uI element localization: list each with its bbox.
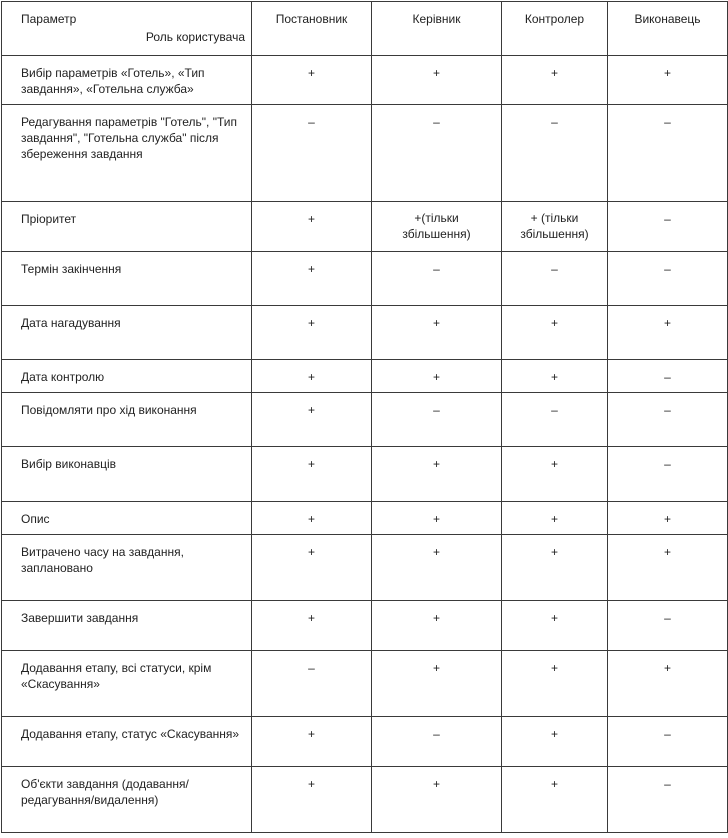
- permission-cell: +: [252, 56, 372, 105]
- permission-cell: +: [372, 306, 502, 360]
- param-cell: Дата контролю: [2, 360, 252, 393]
- permission-cell: +: [252, 252, 372, 306]
- permission-cell: –: [502, 252, 608, 306]
- permission-cell: +: [252, 306, 372, 360]
- permission-cell: –: [608, 447, 728, 502]
- permission-cell: +: [502, 651, 608, 717]
- permission-cell: +: [372, 360, 502, 393]
- table-row: [2, 601, 728, 651]
- permission-cell: +: [608, 56, 728, 105]
- param-cell: Термін закінчення: [2, 252, 252, 306]
- param-cell: Вибір параметрів «Готель», «Тип завдання», «Готельна служба»: [2, 56, 252, 105]
- permission-cell: [372, 202, 502, 252]
- permission-cell: +: [502, 306, 608, 360]
- table-row: [2, 535, 728, 601]
- permission-cell: +: [252, 601, 372, 651]
- permission-cell: +: [372, 767, 502, 833]
- permission-cell: +: [372, 447, 502, 502]
- table-row: [2, 651, 728, 717]
- param-cell: Пріоритет: [2, 202, 252, 252]
- table-row: [2, 360, 728, 393]
- permission-cell: +: [502, 717, 608, 767]
- role-header-kerivnyk: Керівник: [372, 2, 502, 56]
- table-row: [2, 306, 728, 360]
- permission-cell: +: [608, 306, 728, 360]
- permission-cell: –: [372, 252, 502, 306]
- param-cell: Редагування параметрів "Готель", "Тип завдання", "Готельна служба" після збереження завдання: [2, 105, 252, 202]
- param-cell: Вибір виконавців: [2, 447, 252, 502]
- permission-cell: +: [252, 393, 372, 447]
- permission-cell: –: [608, 717, 728, 767]
- permission-cell: +: [608, 535, 728, 601]
- permission-cell: +: [502, 767, 608, 833]
- permission-cell: +: [252, 502, 372, 535]
- permission-cell: +: [252, 767, 372, 833]
- permission-cell: –: [608, 360, 728, 393]
- param-column-label: Параметр: [21, 12, 77, 26]
- corner-header-cell: [2, 2, 252, 56]
- table-row: [2, 252, 728, 306]
- table-row: [2, 56, 728, 105]
- permission-cell: +: [502, 56, 608, 105]
- table-row: [2, 447, 728, 502]
- permission-cell: +: [252, 360, 372, 393]
- permission-cell: +: [372, 535, 502, 601]
- permission-cell: +: [502, 447, 608, 502]
- permission-cell: –: [372, 393, 502, 447]
- permission-cell: –: [608, 105, 728, 202]
- permission-cell: –: [608, 202, 728, 252]
- permission-cell: –: [252, 651, 372, 717]
- table-row: [2, 202, 728, 252]
- permission-cell: +: [502, 360, 608, 393]
- permission-cell: +: [502, 502, 608, 535]
- permission-cell: –: [608, 767, 728, 833]
- permissions-table: [1, 1, 728, 833]
- permission-cell: –: [252, 105, 372, 202]
- role-header-vykonavets: Виконавець: [608, 2, 728, 56]
- param-cell: Витрачено часу на завдання, заплановано: [2, 535, 252, 601]
- table-row: [2, 393, 728, 447]
- permission-note: +(тільки збільшення): [402, 211, 471, 241]
- table-row: [2, 717, 728, 767]
- permission-cell: +: [372, 651, 502, 717]
- role-header-postanovnyk: Постановник: [252, 2, 372, 56]
- table-row: [2, 105, 728, 202]
- permission-cell: +: [608, 502, 728, 535]
- param-cell: Додавання етапу, всі статуси, крім «Скасування»: [2, 651, 252, 717]
- permission-cell: +: [252, 447, 372, 502]
- permission-cell: –: [372, 105, 502, 202]
- permission-cell: [502, 202, 608, 252]
- table-row: [2, 502, 728, 535]
- permission-cell: –: [608, 393, 728, 447]
- param-cell: Опис: [2, 502, 252, 535]
- param-cell: Завершити завдання: [2, 601, 252, 651]
- permission-cell: +: [252, 535, 372, 601]
- permission-cell: +: [502, 535, 608, 601]
- permission-cell: +: [608, 651, 728, 717]
- table-row: [2, 767, 728, 833]
- permission-cell: –: [608, 601, 728, 651]
- header-row: [2, 2, 728, 56]
- permission-cell: +: [502, 601, 608, 651]
- param-cell: Додавання етапу, статус «Скасування»: [2, 717, 252, 767]
- param-cell: Повідомляти про хід виконання: [2, 393, 252, 447]
- permission-cell: +: [372, 502, 502, 535]
- permission-cell: +: [372, 601, 502, 651]
- role-header-kontroler: Контролер: [502, 2, 608, 56]
- permission-cell: –: [608, 252, 728, 306]
- permission-cell: +: [252, 202, 372, 252]
- permission-note: + (тільки збільшення): [520, 211, 589, 241]
- role-axis-label: Роль користувача: [145, 30, 245, 45]
- permission-cell: –: [502, 393, 608, 447]
- param-cell: Об'єкти завдання (додавання/редагування/видалення): [2, 767, 252, 833]
- param-cell: Дата нагадування: [2, 306, 252, 360]
- permission-cell: –: [502, 105, 608, 202]
- permission-cell: –: [372, 717, 502, 767]
- permission-cell: +: [372, 56, 502, 105]
- permission-cell: +: [252, 717, 372, 767]
